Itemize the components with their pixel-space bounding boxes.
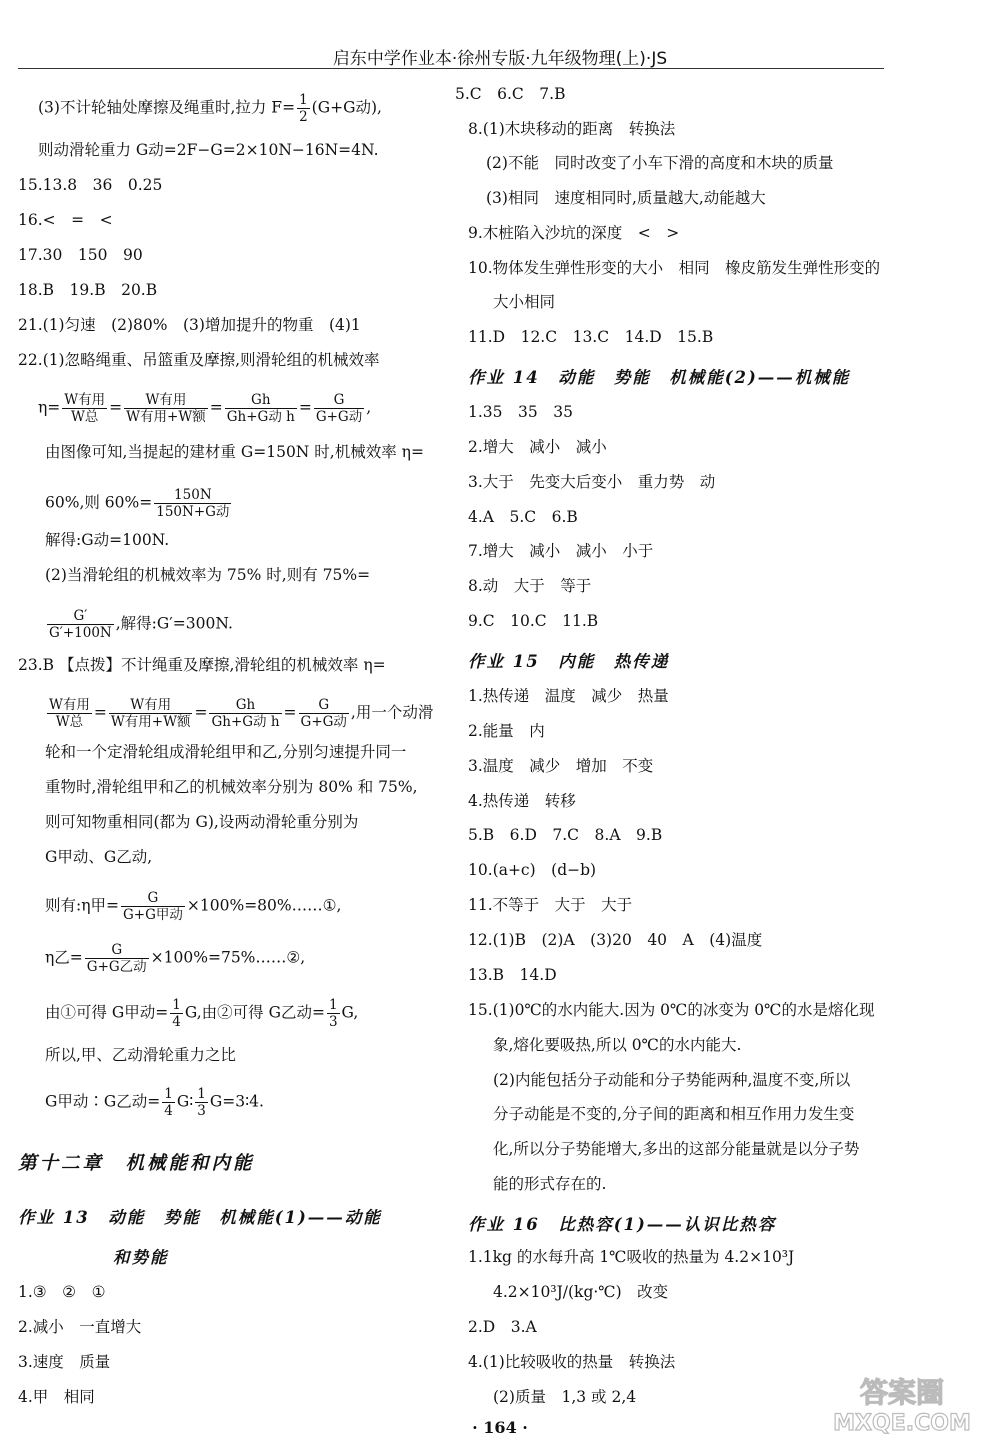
text-line: 由图像可知,当提起的建材重 G=150N 时,机械效率 η=	[45, 443, 424, 461]
text-line: 所以,甲、乙动滑轮重力之比	[45, 1046, 236, 1064]
chapter-title: 第十二章 机械能和内能	[18, 1153, 255, 1174]
answer-line: 3.速度 质量	[18, 1353, 111, 1371]
answer-line: 4.热传递 转移	[468, 792, 576, 810]
page-number: · 164 ·	[472, 1418, 528, 1437]
answer-line: 大小相同	[493, 293, 556, 311]
text-line: G甲动、G乙动,	[45, 848, 153, 866]
answer-line: (2)不能 同时改变了小车下滑的高度和木块的质量	[486, 154, 834, 172]
text-line: (2)当滑轮组的机械效率为 75% 时,则有 75%=	[45, 566, 371, 584]
answer-line: 3.大于 先变大后变小 重力势 动	[468, 473, 716, 491]
watermark-top-text: 答案圈	[859, 1376, 945, 1409]
answer-line: 21.(1)匀速 (2)80% (3)增加提升的物重 (4)1	[18, 316, 361, 334]
answer-line: 22.(1)忽略绳重、吊篮重及摩擦,则滑轮组的机械效率	[18, 351, 380, 369]
text-line: 重物时,滑轮组甲和乙的机械效率分别为 80% 和 75%,	[45, 778, 418, 796]
formula-line: $\frac{G'}{G'+100N}$ ,解得:G′=300N.	[49, 608, 233, 641]
answer-line: 1.35 35 35	[468, 403, 573, 421]
answer-line: 11.不等于 大于 大于	[468, 896, 633, 914]
answer-line: 5.C 6.C 7.B	[455, 85, 566, 103]
answer-line: 13.B 14.D	[468, 966, 557, 984]
answer-line: 10.(a+c) (d−b)	[468, 861, 597, 879]
answer-line: 4.A 5.C 6.B	[468, 508, 578, 526]
section-heading: 作业 15 内能 热传递	[468, 652, 670, 671]
answer-line: 4.2×10³J/(kg·℃) 改变	[493, 1283, 669, 1301]
answer-line: 9.木桩陷入沙坑的深度 < >	[468, 224, 680, 242]
answer-line: 16.< = <	[18, 211, 113, 229]
answer-line: 17.30 150 90	[18, 246, 143, 264]
formula-line: η乙= $\frac{G}{\text{G+G乙动}}$ ×100%=75%……②,	[45, 942, 306, 975]
answer-line: 10.物体发生弹性形变的大小 相同 橡皮筋发生弹性形变的	[468, 259, 881, 277]
text-line: 则动滑轮重力 G动=2F−G=2×10N−16N=4N.	[38, 141, 379, 159]
answer-line: 12.(1)B (2)A (3)20 40 A (4)温度	[468, 931, 763, 949]
answer-line: 1.热传递 温度 减少 热量	[468, 687, 669, 705]
answer-line: 化,所以分子势能增大,多出的这部分能量就是以分子势	[493, 1140, 860, 1158]
answer-line: (2)质量 1,3 或 2,4	[493, 1388, 637, 1406]
answer-line: 2.D 3.A	[468, 1318, 537, 1336]
answer-line: 2.增大 减小 减小	[468, 438, 607, 456]
answer-line: 4.(1)比较吸收的热量 转换法	[468, 1353, 676, 1371]
answer-line: 18.B 19.B 20.B	[18, 281, 158, 299]
answer-line: 4.甲 相同	[18, 1388, 95, 1406]
watermark-bottom-text: MXQE.COM	[833, 1411, 971, 1436]
text-line: 则可知物重相同(都为 G),设两动滑轮重分别为	[45, 813, 359, 831]
section-heading: 作业 14 动能 势能 机械能(2)——机械能	[468, 368, 851, 387]
answer-line: 8.(1)木块移动的距离 转换法	[468, 120, 676, 138]
formula-line: 由①可得 G甲动= $\frac{1}{4}$ G,由②可得 G乙动= $\frac{1}{3}$ G,	[45, 997, 359, 1030]
header-rule	[18, 68, 884, 69]
answer-line: 15.(1)0℃的水内能大.因为 0℃的冰变为 0℃的水是熔化现	[468, 1001, 875, 1019]
formula-line: 则有:η甲= $\frac{G}{\text{G+G甲动}}$ ×100%=80%……①,	[45, 890, 342, 923]
answer-line: 11.D 12.C 13.C 14.D 15.B	[468, 328, 714, 346]
section-heading: 和势能	[113, 1248, 169, 1267]
page-header: 启东中学作业本·徐州专版·九年级物理(上)·JS	[332, 49, 668, 69]
section-heading: 作业 16 比热容(1)——认识比热容	[468, 1215, 777, 1234]
watermark-logo	[822, 1368, 982, 1438]
formula-line: G甲动∶G乙动= $\frac{1}{4}$ G∶ $\frac{1}{3}$ G=3∶4.	[45, 1086, 264, 1119]
text-line: 解得:G动=100N.	[45, 531, 170, 549]
answer-line: 分子动能是不变的,分子间的距离和相互作用力发生变	[493, 1105, 855, 1123]
answer-line: 能的形式存在的.	[493, 1175, 607, 1193]
text-line: 轮和一个定滑轮组成滑轮组甲和乙,分别匀速提升同一	[45, 743, 407, 761]
answer-line: (2)内能包括分子动能和分子势能两种,温度不变,所以	[493, 1071, 851, 1089]
section-heading: 作业 13 动能 势能 机械能(1)——动能	[18, 1208, 382, 1227]
formula-line: η= $\frac{\text{W有用}}{\text{W总}}$ = $\frac{\text{W有用}}{\text{W有用+W额}}$ = $\frac{Gh}{\text{Gh+G动 h}}$ = $\frac{G}{\text{G+G动}}$ ,	[38, 392, 372, 425]
answer-line: 8.动 大于 等于	[468, 577, 592, 595]
answer-line: 3.温度 减少 增加 不变	[468, 757, 654, 775]
answer-line: 7.增大 减小 减小 小于	[468, 542, 654, 560]
answer-line: 象,熔化要吸热,所以 0℃的水内能大.	[493, 1036, 742, 1054]
answer-line: 15.13.8 36 0.25	[18, 176, 163, 194]
answer-line: 2.能量 内	[468, 722, 545, 740]
formula-line: 60%,则 60%= $\frac{150N}{\text{150N+G动}}$	[45, 487, 230, 520]
answer-line: 1.③ ② ①	[18, 1283, 106, 1301]
text-line: (3)不计轮轴处摩擦及绳重时,拉力 F= $\frac{1}{2}$ (G+G动),	[38, 92, 382, 125]
answer-line: 23.B 【点拨】不计绳重及摩擦,滑轮组的机械效率 η=	[18, 656, 386, 674]
answer-line: 5.B 6.D 7.C 8.A 9.B	[468, 826, 663, 844]
answer-line: 9.C 10.C 11.B	[468, 612, 599, 630]
answer-line: 1.1kg 的水每升高 1℃吸收的热量为 4.2×10³J	[468, 1248, 795, 1266]
answer-line: (3)相同 速度相同时,质量越大,动能越大	[486, 189, 766, 207]
answer-line: 2.减小 一直增大	[18, 1318, 142, 1336]
formula-line: $\frac{\text{W有用}}{\text{W总}}$ = $\frac{\text{W有用}}{\text{W有用+W额}}$ = $\frac{Gh}{\text{Gh+G动 h}}$ = $\frac{G}{\text{G+G动}}$ ,用一个动滑	[49, 697, 434, 730]
